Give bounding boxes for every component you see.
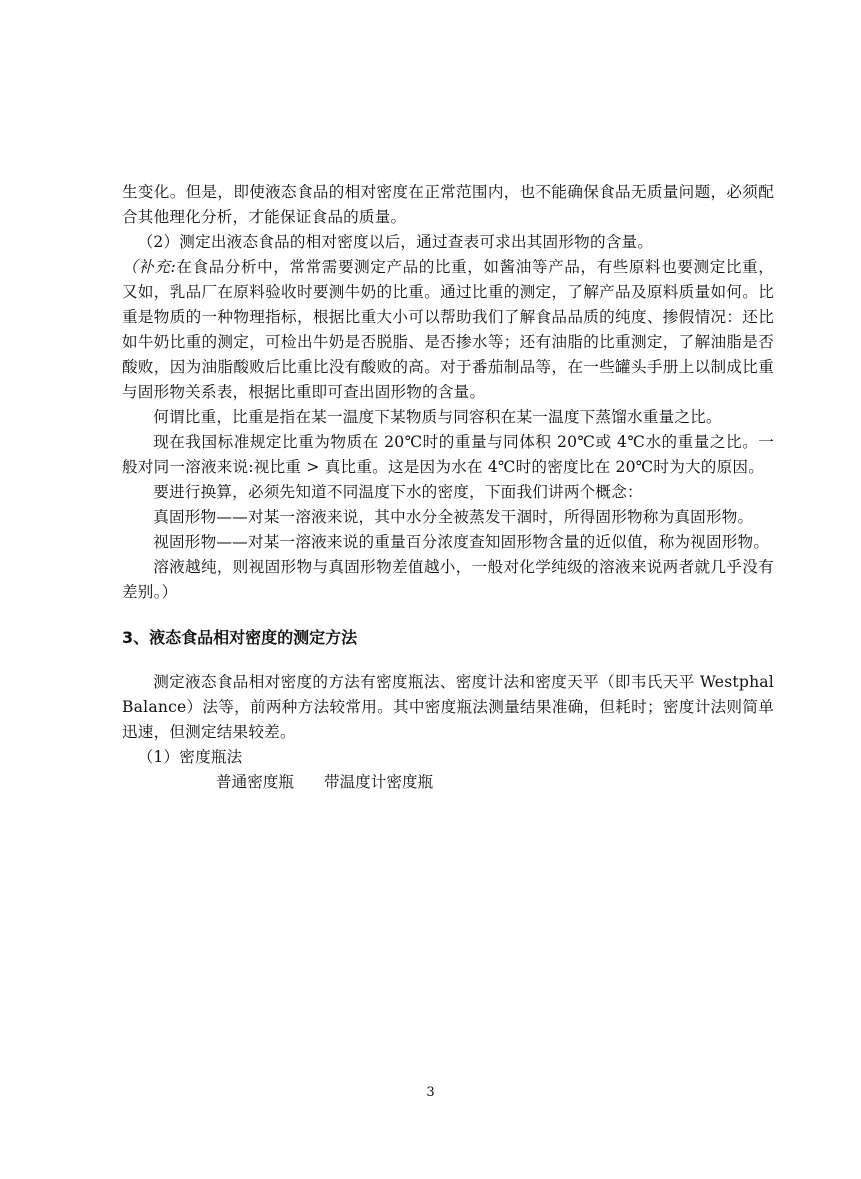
paragraph-conversion: 要进行换算，必须先知道不同温度下水的密度，下面我们讲两个概念： — [153, 483, 643, 501]
paragraph-supplement — [122, 255, 774, 405]
paragraph-true-solids: 真固形物——对某一溶液来说，其中水分全被蒸发干涸时，所得固形物称为真固形物。 — [153, 508, 754, 526]
section-heading: 3、液态食品相对密度的测定方法 — [122, 628, 358, 647]
paragraph-method-1: （1）密度瓶法 — [137, 748, 243, 766]
supplement-label: （补充: — [122, 258, 176, 276]
paragraph-item-2: （2）测定出液态食品的相对密度以后，通过查表可求出其固形物的含量。 — [137, 233, 654, 251]
paragraph-continuation: 生变化。但是，即使液态食品的相对密度在正常范围内，也不能确保食品无质量问题，必须配合其他理化分析，才能保证食品的质量。 — [122, 183, 774, 226]
paragraph-definition: 何谓比重，比重是指在某一温度下某物质与同容积在某一温度下蒸馏水重量之比。 — [153, 408, 722, 426]
supplement-text: 在食品分析中，常常需要测定产品的比重，如酱油等产品，有些原料也要测定比重，又如，乳品厂在原料验收时要测牛奶的比重。通过比重的测定，了解产品及原料质量如何。比重是物质的一种物理指标，根据比重大小可以帮助我们了解食品品质的纯度、掺假情况：还比如牛奶比重的测定，可检出牛奶是否脱脂、是否掺水等；还有油脂的比重测定，了解油脂是否酸败，因为油脂酸败后比重比没有酸败的高。对于番茄制品等，在一些罐头手册上以制成比重与固形物关系表，根据比重即可查出固形物的含量。 — [122, 258, 774, 401]
page-number: 3 — [426, 1085, 435, 1100]
document-body — [122, 180, 774, 795]
figure-captions — [216, 770, 774, 795]
figure-caption-thermometer-bottle: 带温度计密度瓶 — [323, 773, 434, 791]
figure-caption-standard-bottle: 普通密度瓶 — [216, 773, 294, 791]
paragraph-methods: 测定液态食品相对密度的方法有密度瓶法、密度计法和密度天平（即韦氏天平 Westphal Balance）法等，前两种方法较常用。其中密度瓶法测量结果准确，但耗时；密度计法则简单迅速，但测定结果较差。 — [122, 673, 774, 741]
paragraph-purity: 溶液越纯，则视固形物与真固形物差值越小，一般对化学纯级的溶液来说两者就几乎没有差别。） — [122, 558, 774, 601]
paragraph-apparent-solids: 视固形物——对某一溶液来说的重量百分浓度查知固形物含量的近似值，称为视固形物。 — [153, 533, 770, 551]
paragraph-standard: 现在我国标准规定比重为物质在 20℃时的重量与同体积 20℃或 4℃水的重量之比。一般对同一溶液来说:视比重 > 真比重。这是因为水在 4℃时的密度比在 20℃时为大的原因。 — [122, 433, 774, 476]
